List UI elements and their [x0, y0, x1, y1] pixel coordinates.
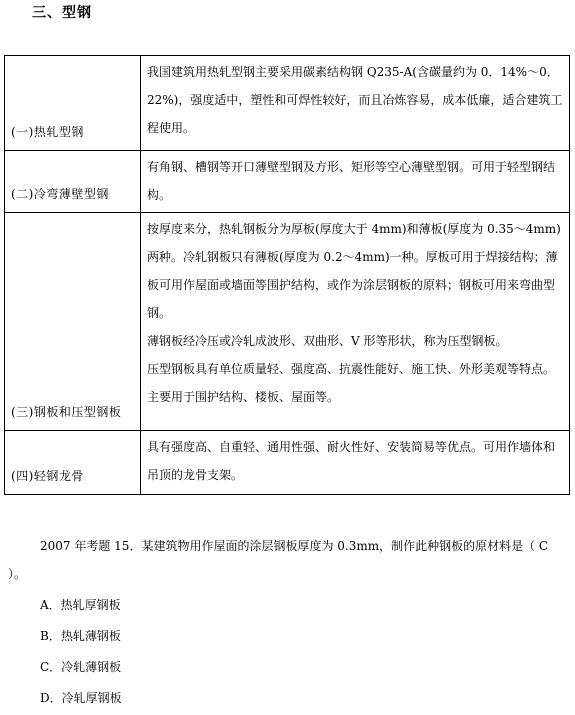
answer-option-d: D．冷轧厚钢板	[40, 691, 122, 705]
description-cell	[141, 213, 570, 431]
table-row	[5, 56, 570, 151]
answer-option-a: A．热轧厚钢板	[40, 598, 121, 612]
description-cell	[141, 431, 570, 495]
answer-option-c: C．冷轧薄钢板	[40, 660, 122, 674]
description-paragraph: 有角钢、槽钢等开口薄壁型钢及方形、矩形等空心薄壁型钢。可用于轻型钢结构。	[147, 160, 556, 202]
description-paragraph: 我国建筑用热轧型钢主要采用碳素结构钢 Q235-A(含碳量约为 0．14%～0．22%)，强度适中，塑性和可焊性较好，而且冶炼容易，成本低廉，适合建筑工程使用。	[147, 65, 563, 135]
table-row	[5, 213, 570, 431]
description-cell	[141, 151, 570, 213]
description-paragraph: 薄钢板经冷压或冷轧成波形、双曲形、V 形等形状，称为压型钢板。	[147, 334, 508, 348]
category-cell: (四)轻钢龙骨	[5, 431, 141, 495]
table-row	[5, 431, 570, 495]
category-cell: (一)热轧型钢	[5, 56, 141, 151]
description-paragraph: 具有强度高、自重轻、通用性强、耐火性好、安装简易等优点。可用作墙体和吊顶的龙骨支架。	[147, 440, 556, 482]
description-paragraph: 压型钢板具有单位质量轻、强度高、抗震性能好、施工快、外形美观等特点。主要用于围护结构、楼板、屋面等。	[147, 362, 556, 404]
category-cell: (三)钢板和压型钢板	[5, 213, 141, 431]
answer-options	[40, 591, 122, 715]
section-heading: 三、型钢	[32, 5, 92, 21]
category-cell: (二)冷弯薄壁型钢	[5, 151, 141, 213]
exam-question: 2007 年考题 15．某建筑物用作屋面的涂层钢板厚度为 0.3mm，制作此种钢板的原材料是（ C ）。	[8, 539, 549, 581]
description-cell	[141, 56, 570, 151]
answer-option-b: B．热轧薄钢板	[40, 629, 121, 643]
description-paragraph: 按厚度来分，热轧钢板分为厚板(厚度大于 4mm)和薄板(厚度为 0.35～4mm)两种。冷轧钢板只有薄板(厚度为 0.2～4mm)一种。厚板可用于焊接结构；薄板可用作屋面或墙面等围护结构，或作为涂层钢板的原料；钢板可用来弯曲型钢。	[147, 222, 561, 320]
table-row	[5, 151, 570, 213]
steel-types-table	[4, 55, 570, 495]
